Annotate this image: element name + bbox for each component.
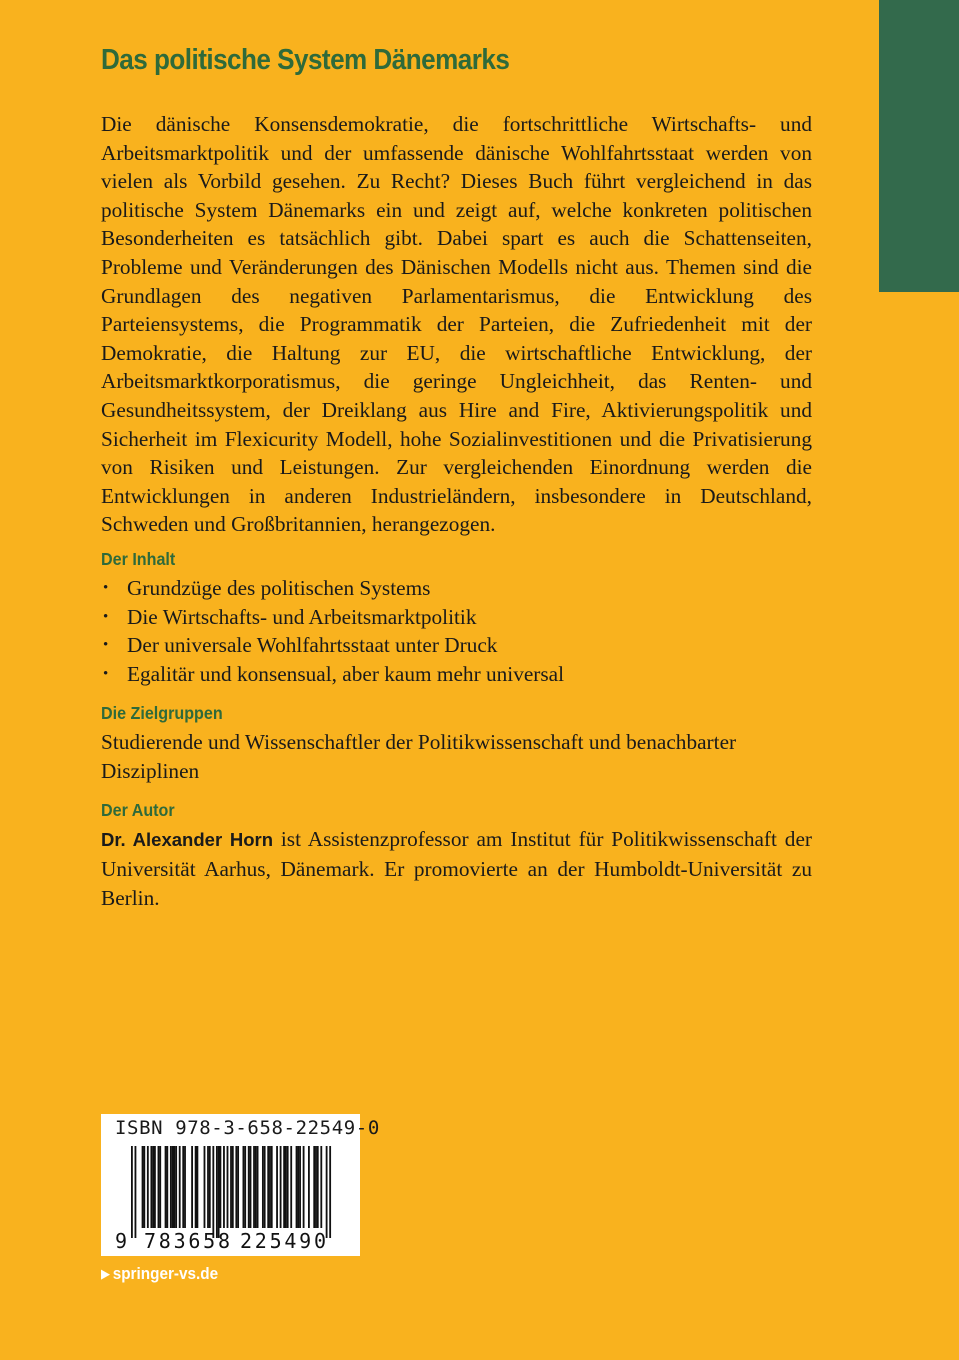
barcode-bar: [264, 1146, 266, 1228]
barcode-bar: [326, 1146, 328, 1238]
barcode-bar: [166, 1146, 168, 1228]
isbn-barcode: [101, 1114, 380, 1256]
autor-text: ist Assistenzprofessor am Institut für Politikwissenschaft der Universität Aarhus, Dänemark. Er promovierte an der Humboldt-Universität zu Berlin.: [101, 827, 812, 910]
barcode-bar: [195, 1146, 197, 1228]
barcode-bar: [175, 1146, 177, 1228]
barcode-bar: [165, 1146, 167, 1228]
barcode-bar: [184, 1146, 186, 1228]
barcode-bar: [143, 1146, 145, 1228]
barcode-digits-right: 225490: [240, 1229, 326, 1253]
barcode-bar: [159, 1146, 161, 1228]
barcode-bar: [243, 1146, 245, 1228]
bullet-icon: •: [103, 665, 109, 682]
barcode-bar: [154, 1146, 156, 1228]
barcode-bar: [172, 1146, 174, 1228]
barcode-bar: [250, 1146, 252, 1228]
barcode-bar: [271, 1146, 273, 1228]
barcode-bar: [285, 1146, 287, 1228]
list-item: • Egalitär und konsensual, aber kaum mehr universal: [101, 660, 812, 689]
barcode-bar: [152, 1146, 154, 1228]
bullet-icon: •: [103, 608, 109, 625]
barcode-bar: [170, 1146, 172, 1228]
barcode-bar: [253, 1146, 255, 1228]
barcode-bar: [223, 1146, 225, 1228]
barcode-bar: [280, 1146, 282, 1228]
barcode-bar: [212, 1146, 214, 1238]
barcode-bar: [147, 1146, 149, 1228]
list-item: • Grundzüge des politischen Systems: [101, 574, 812, 603]
barcode-bar: [135, 1146, 137, 1238]
barcode-bar: [227, 1146, 229, 1228]
barcode-digit-first: 9: [115, 1229, 128, 1253]
barcode-bar: [207, 1146, 209, 1228]
barcode-bar: [296, 1146, 298, 1228]
isbn-label: ISBN 978-3-658-22549-0: [115, 1117, 380, 1139]
list-item: • Der universale Wohlfahrtsstaat unter Druck: [101, 631, 812, 660]
barcode-bar: [262, 1146, 264, 1228]
green-corner-tab: [879, 0, 959, 292]
inhalt-list: [101, 574, 812, 688]
list-item: • Die Wirtschafts- und Arbeitsmarktpolitik: [101, 603, 812, 632]
barcode-bar: [131, 1146, 133, 1238]
barcode-bar: [182, 1146, 184, 1228]
barcode-bar: [204, 1146, 206, 1228]
barcode-bar: [209, 1146, 211, 1228]
publisher-link-text: springer-vs.de: [112, 1264, 219, 1283]
barcode-bar: [267, 1146, 269, 1228]
barcode-bar: [276, 1146, 278, 1228]
barcode-bar: [179, 1146, 181, 1228]
barcode-bar: [196, 1146, 198, 1228]
zielgruppen-heading: Die Zielgruppen: [101, 703, 223, 724]
barcode-bar: [248, 1146, 250, 1228]
barcode-bar: [313, 1146, 315, 1228]
barcode-bar: [191, 1146, 193, 1228]
author-name: Dr. Alexander Horn: [101, 829, 273, 851]
barcode-bar: [150, 1146, 152, 1228]
barcode-bar: [315, 1146, 317, 1228]
barcode-bar: [173, 1146, 175, 1228]
barcode-bar: [257, 1146, 259, 1228]
barcode-bar: [244, 1146, 246, 1228]
barcode-bar: [255, 1146, 257, 1228]
barcode-bar: [220, 1146, 222, 1228]
barcode-bar: [297, 1146, 299, 1228]
barcode-bar: [216, 1146, 218, 1238]
barcode-bar: [142, 1146, 144, 1228]
barcode-bar: [303, 1146, 305, 1228]
barcode-bar: [290, 1146, 292, 1228]
barcode-bar: [317, 1146, 319, 1228]
barcode-bar: [235, 1146, 237, 1228]
barcode-bar: [287, 1146, 289, 1228]
barcode-bar: [329, 1146, 331, 1238]
publisher-link[interactable]: [101, 1264, 218, 1284]
barcode-digits-left: 783658: [144, 1229, 230, 1253]
barcode-bar: [230, 1146, 232, 1228]
zielgruppen-text: Studierende und Wissenschaftler der Politikwissenschaft und benachbarter Disziplinen: [101, 730, 737, 783]
back-cover-content: [101, 110, 812, 912]
barcode-bar: [283, 1146, 285, 1228]
barcode-bar: [232, 1146, 234, 1228]
autor-paragraph: [101, 825, 812, 912]
barcode-bar: [308, 1146, 310, 1228]
triangle-right-icon: ▶: [101, 1266, 110, 1281]
autor-heading: Der Autor: [101, 800, 175, 821]
barcode-bar: [218, 1146, 220, 1238]
page-title: Das politische System Dänemarks: [101, 44, 510, 76]
barcode-bar: [237, 1146, 239, 1228]
barcode-bar: [158, 1146, 160, 1228]
bullet-icon: •: [103, 637, 109, 654]
description-paragraph: Die dänische Konsensdemokratie, die fortschrittliche Wirtschafts- und Arbeitsmarktpolitik und der umfassende dänische Wohlfahrtsstaat werden von vielen als Vorbild gesehen. Zu Recht? Dieses Buch führt vergleichend in das politische System Dänemarks ein und zeigt auf, welche konkreten politischen Besonderheiten es tatsächlich gibt. Dabei spart es auch die Schattenseiten, Probleme und Veränderungen des Dänischen Modells nicht aus. Themen sind die Grundlagen des negativen Parlamentarismus, die Entwicklung des Parteiensystems, die Programmatik der Parteien, die Zufriedenheit mit der Demokratie, die Haltung zur EU, die wirtschaftliche Entwicklung, der Arbeitsmarktkorporatismus, die geringe Ungleichheit, das Renten- und Gesundheitssystem, der Dreiklang aus Hire and Fire, Aktivierungspolitik und Sicherheit im Flexicurity Modell, hohe Sozialinvestitionen und die Privatisierung von Risiken und Leistungen. Zur vergleichenden Einordnung werden die Entwicklungen in anderen Industrieländern, insbesondere in Deutschland, Schweden und Großbritannien, herangezogen.: [101, 112, 812, 537]
barcode-bar: [299, 1146, 301, 1228]
barcode-bar: [320, 1146, 322, 1228]
barcode-bar: [269, 1146, 271, 1228]
inhalt-heading: Der Inhalt: [101, 548, 176, 569]
bullet-icon: •: [103, 579, 109, 596]
